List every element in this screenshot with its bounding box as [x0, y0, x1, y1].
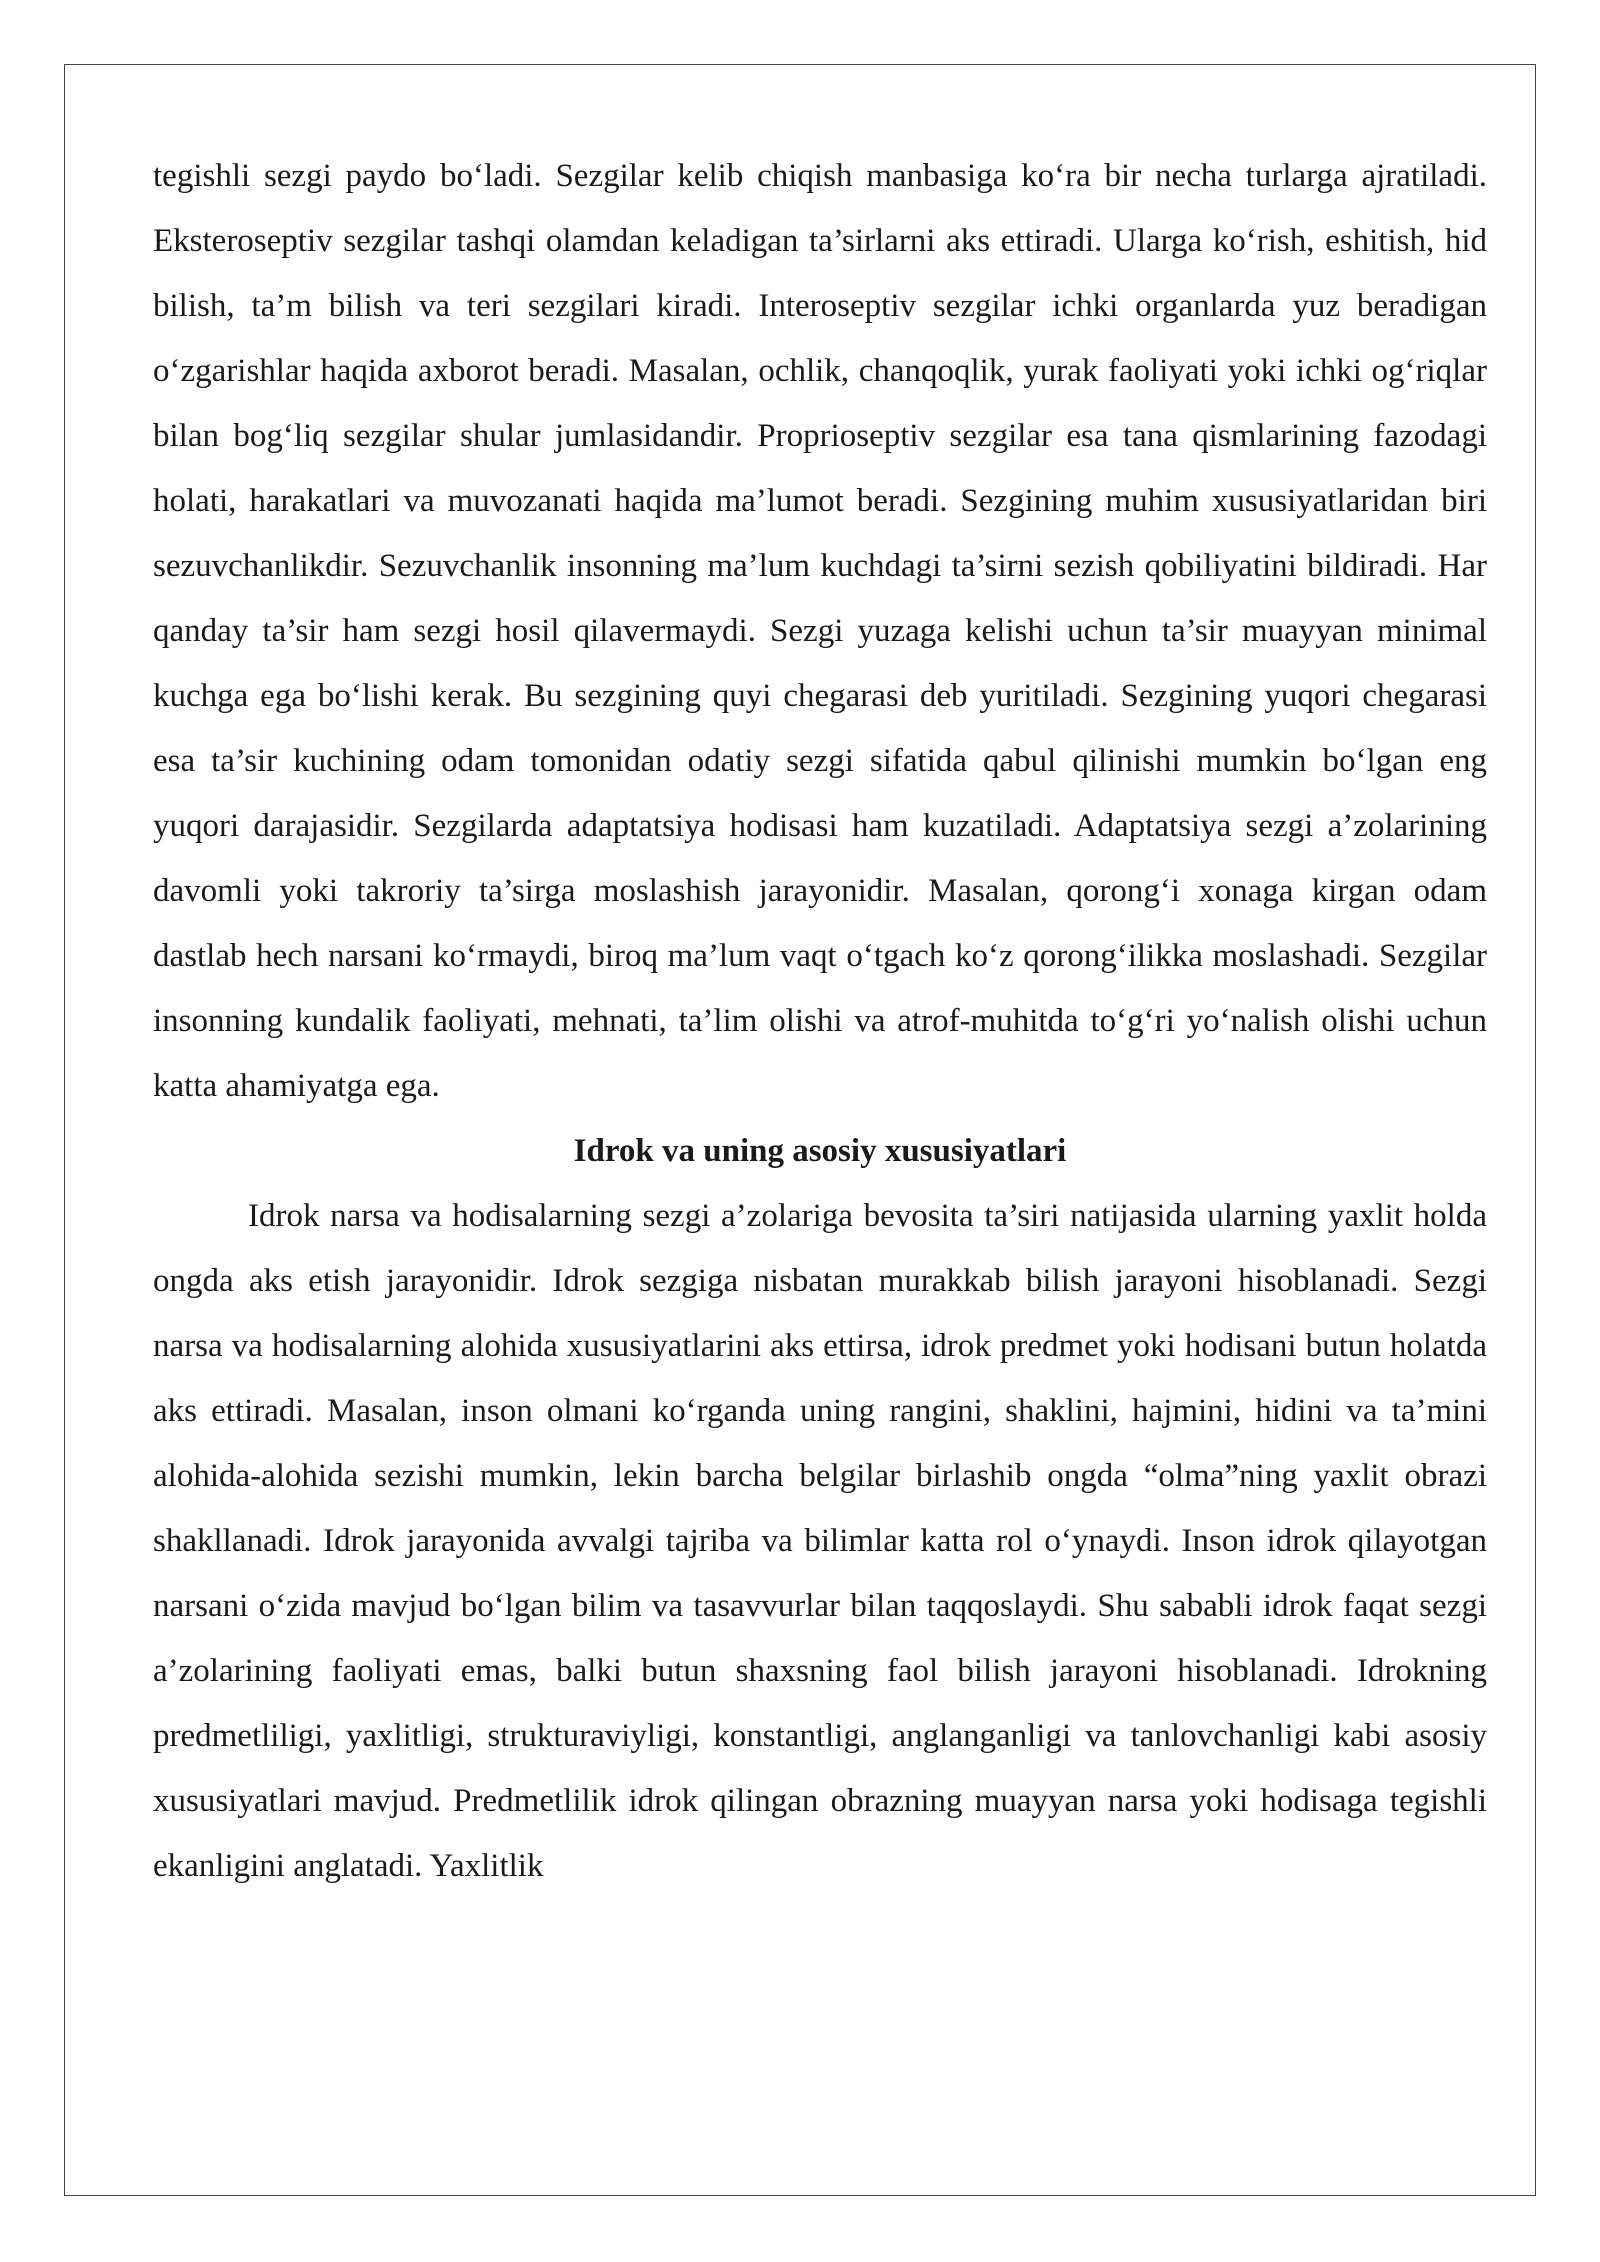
paragraph: Idrok narsa va hodisalarning sezgi a’zolariga bevosita ta’siri natijasida ularning yaxlit holda ongda aks etish jarayonidir. Idrok sezgiga nisbatan murakkab bilish jarayoni hisoblanadi. Sezgi narsa va hodisalarning alohida xususiyatlarini aks ettirsa, idrok predmet yoki hodisani butun holatda aks ettiradi. Masalan, inson olmani ko‘rganda uning rangini, shaklini, hajmini, hidini va ta’mini alohida-alohida sezishi mumkin, lekin barcha belgilar birlashib ongda “olma”ning yaxlit obrazi shakllanadi. Idrok jarayonida avvalgi tajriba va bilimlar katta rol o‘ynaydi. Inson idrok qilayotgan narsani o‘zida mavjud bo‘lgan bilim va tasavvurlar bilan taqqoslaydi. Shu sababli idrok faqat sezgi a’zolarining faoliyati emas, balki butun shaxsning faol bilish jarayoni hisoblanadi. Idrokning predmetliligi, yaxlitligi, strukturaviyligi, konstantligi, anglanganligi va tanlovchanligi kabi asosiy xususiyatlari mavjud. Predmetlilik idrok qilingan obrazning muayyan narsa yoki hodisaga tegishli ekanligini anglatadi. Yaxlitlik	[153, 1198, 1487, 1884]
section-heading: Idrok va uning asosiy xususiyatlari	[573, 1133, 1067, 1169]
document-body	[153, 144, 1487, 1899]
paragraph: tegishli sezgi paydo bo‘ladi. Sezgilar kelib chiqish manbasiga ko‘ra bir necha turlarga ajratiladi. Eksteroseptiv sezgilar tashqi olamdan keladigan ta’sirlarni aks ettiradi. Ularga ko‘rish, eshitish, hid bilish, ta’m bilish va teri sezgilari kiradi. Interoseptiv sezgilar ichki organlarda yuz beradigan o‘zgarishlar haqida axborot beradi. Masalan, ochlik, chanqoqlik, yurak faoliyati yoki ichki og‘riqlar bilan bog‘liq sezgilar shular jumlasidandir. Proprioseptiv sezgilar esa tana qismlarining fazodagi holati, harakatlari va muvozanati haqida ma’lumot beradi. Sezgining muhim xususiyatlaridan biri sezuvchanlikdir. Sezuvchanlik insonning ma’lum kuchdagi ta’sirni sezish qobiliyatini bildiradi. Har qanday ta’sir ham sezgi hosil qilavermaydi. Sezgi yuzaga kelishi uchun ta’sir muayyan minimal kuchga ega bo‘lishi kerak. Bu sezgining quyi chegarasi deb yuritiladi. Sezgining yuqori chegarasi esa ta’sir kuchining odam tomonidan odatiy sezgi sifatida qabul qilinishi mumkin bo‘lgan eng yuqori darajasidir. Sezgilarda adaptatsiya hodisasi ham kuzatiladi. Adaptatsiya sezgi a’zolarining davomli yoki takroriy ta’sirga moslashish jarayonidir. Masalan, qorong‘i xonaga kirgan odam dastlab hech narsani ko‘rmaydi, biroq ma’lum vaqt o‘tgach ko‘z qorong‘ilikka moslashadi. Sezgilar insonning kundalik faoliyati, mehnati, ta’lim olishi va atrof-muhitda to‘g‘ri yo‘nalish olishi uchun katta ahamiyatga ega.	[153, 158, 1487, 1104]
